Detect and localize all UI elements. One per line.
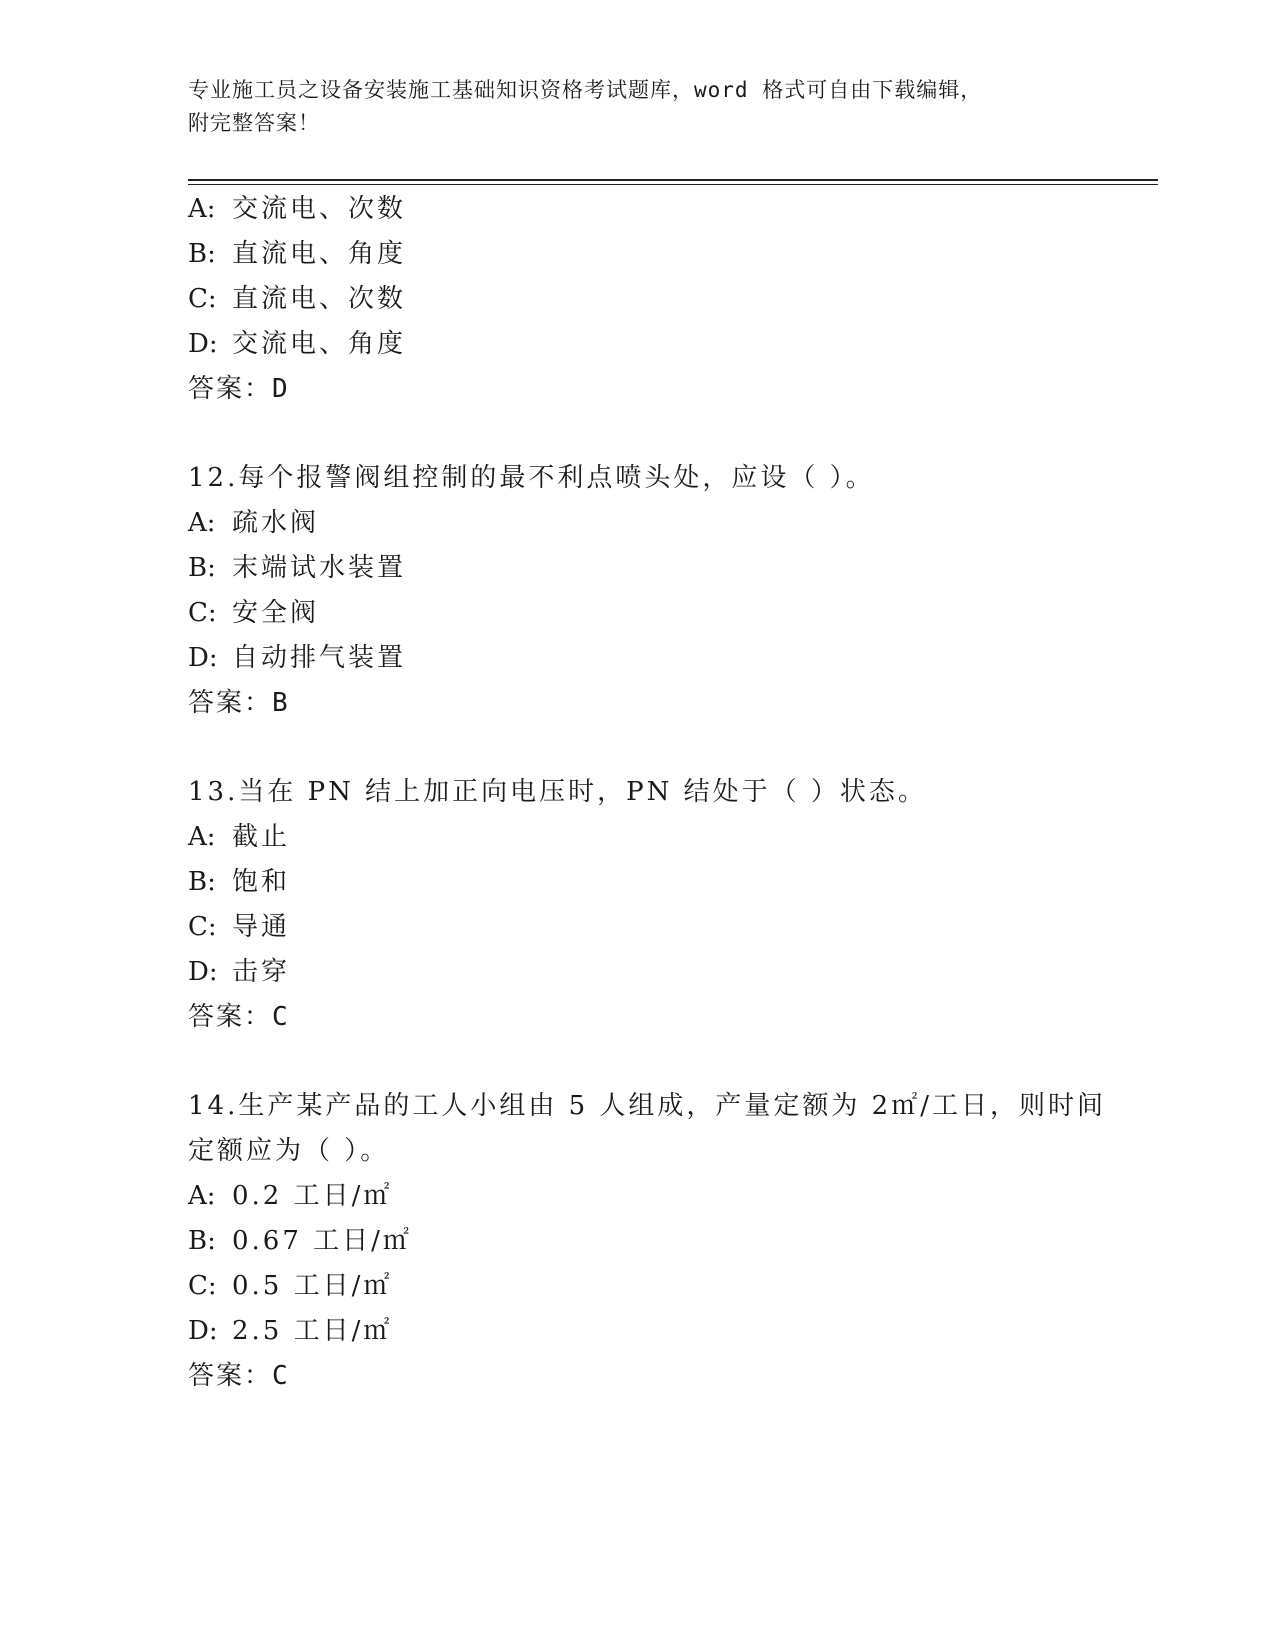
- q13-option-b: B: 饱和: [188, 867, 291, 897]
- q11-answer: 答案：D: [188, 374, 290, 404]
- q11-option-a: A: 交流电、次数: [188, 194, 407, 224]
- q12-question: 12.每个报警阀组控制的最不利点喷头处，应设（ ）。: [188, 463, 875, 493]
- q13-question: 13.当在 PN 结上加正向电压时，PN 结处于（ ）状态。: [188, 777, 927, 807]
- q12-option-b: B: 末端试水装置: [188, 553, 407, 583]
- q11-option-d: D: 交流电、角度: [188, 329, 407, 359]
- q13-answer: 答案：C: [188, 1002, 290, 1032]
- q14-option-c: C: 0.5 工日/㎡: [188, 1271, 393, 1301]
- q13-option-c: C: 导通: [188, 912, 291, 942]
- q13-option-a: A: 截止: [188, 822, 291, 852]
- q14-question-line-2: 定额应为（ ）。: [188, 1136, 390, 1166]
- header-divider-bottom: [188, 184, 1158, 185]
- q12-answer: 答案：B: [188, 688, 290, 718]
- q14-answer: 答案：C: [188, 1361, 290, 1391]
- q11-option-c: C: 直流电、次数: [188, 284, 407, 314]
- q14-question-line-1: 14.生产某产品的工人小组由 5 人组成，产量定额为 2㎡/工日，则时间: [188, 1091, 1106, 1121]
- q13-option-d: D: 击穿: [188, 957, 291, 987]
- q14-option-d: D: 2.5 工日/㎡: [188, 1316, 393, 1346]
- header-divider-top: [188, 179, 1158, 181]
- q12-option-d: D: 自动排气装置: [188, 643, 407, 673]
- q14-option-a: A: 0.2 工日/㎡: [188, 1181, 393, 1211]
- header-line-1: 专业施工员之设备安装施工基础知识资格考试题库，word 格式可自由下载编辑，: [188, 78, 983, 102]
- header-line-2: 附完整答案！: [188, 111, 320, 135]
- q12-option-a: A: 疏水阀: [188, 508, 320, 538]
- q11-option-b: B: 直流电、角度: [188, 239, 407, 269]
- q14-option-b: B: 0.67 工日/㎡: [188, 1226, 412, 1256]
- q12-option-c: C: 安全阀: [188, 598, 320, 628]
- document-header: [188, 74, 1088, 140]
